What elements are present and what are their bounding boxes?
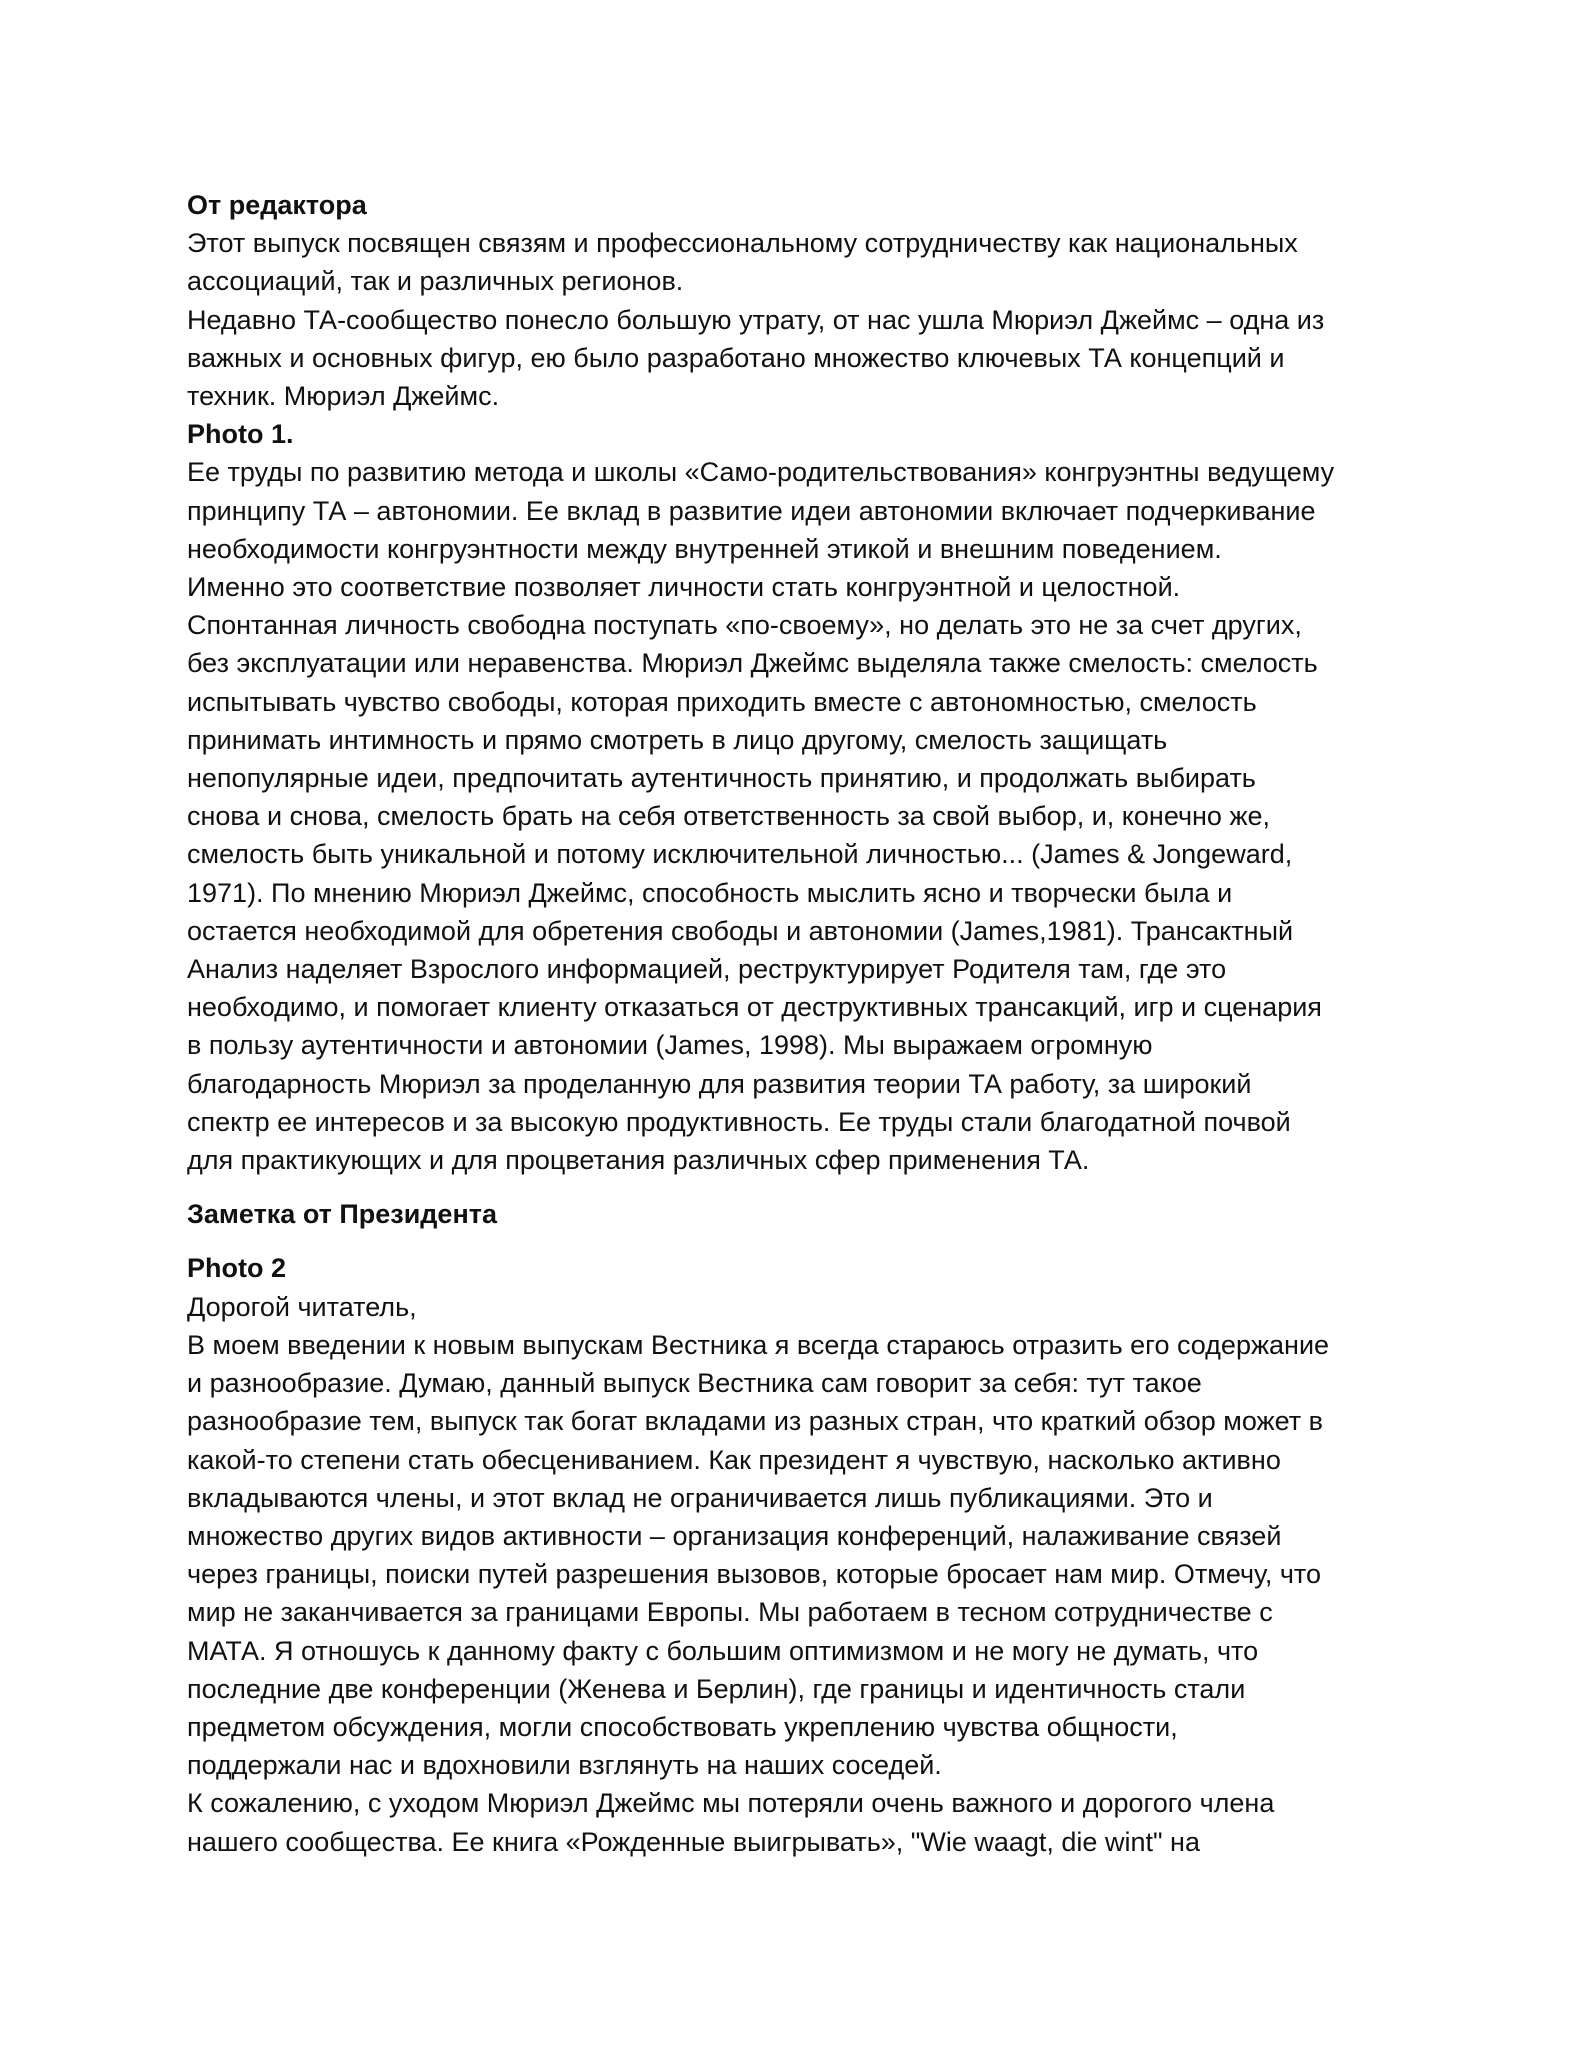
- text-line: 1971). По мнению Мюриэл Джеймс, способность мыслить ясно и творчески была и: [187, 877, 1233, 908]
- text-line: какой-то степени стать обесцениванием. Как президент я чувствую, насколько активно: [187, 1444, 1281, 1475]
- text-line: спектр ее интересов и за высокую продуктивность. Ее труды стали благодатной почвой: [187, 1106, 1291, 1137]
- photo-2-label: Photo 2: [187, 1253, 286, 1284]
- text-line: важных и основных фигур, ею было разработано множество ключевых ТА концепций и: [187, 342, 1285, 373]
- text-line: Спонтанная личность свободна поступать «по-своему», но делать это не за счет других,: [187, 610, 1302, 641]
- photo-1-label: Photo 1.: [187, 419, 294, 450]
- text-line: К сожалению, с уходом Мюриэл Джеймс мы потеряли очень важного и дорогого члена: [187, 1788, 1275, 1819]
- text-line: МАТА. Я отношусь к данному факту с большим оптимизмом и не могу не думать, что: [187, 1635, 1259, 1666]
- section-spacer: [187, 1179, 1427, 1195]
- text-line: через границы, поиски путей разрешения вызовов, которые бросает нам мир. Отмечу, что: [187, 1559, 1321, 1590]
- text-line: принимать интимность и прямо смотреть в лицо другому, смелость защищать: [187, 724, 1168, 755]
- text-line: испытывать чувство свободы, которая приходить вместе с автономностью, смелость: [187, 686, 1257, 717]
- text-line: Именно это соответствие позволяет личности стать конгруэнтной и целостной.: [187, 572, 1181, 603]
- editor-body: [187, 453, 1427, 1179]
- text-line: для практикующих и для процветания различных сфер применения ТА.: [187, 1145, 1090, 1176]
- text-line: последние две конференции (Женева и Берлин), где границы и идентичность стали: [187, 1673, 1246, 1704]
- text-line: снова и снова, смелость брать на себя ответственность за свой выбор, и, конечно же,: [187, 801, 1271, 832]
- text-line: Этот выпуск посвящен связям и профессиональному сотрудничеству как национальных: [187, 228, 1298, 259]
- text-line: в пользу аутентичности и автономии (James, 1998). Мы выражаем огромную: [187, 1030, 1153, 1061]
- text-line: Ее труды по развитию метода и школы «Само-родительствования» конгруэнтны ведущему: [187, 457, 1335, 488]
- text-line: смелость быть уникальной и потому исключительной личностью... (James & Jongeward,: [187, 839, 1293, 870]
- text-line: поддержали нас и вдохновили взглянуть на наших соседей.: [187, 1750, 942, 1781]
- president-heading: Заметка от Президента: [187, 1199, 497, 1230]
- text-line: Недавно ТА-сообщество понесло большую утрату, от нас ушла Мюриэл Джеймс – одна из: [187, 304, 1325, 335]
- text-line: принципу ТА – автономии. Ее вклад в развитие идеи автономии включает подчеркивание: [187, 495, 1316, 526]
- text-line: техник. Мюриэл Джеймс.: [187, 381, 500, 412]
- text-line: Анализ наделяет Взрослого информацией, реструктурирует Родителя там, где это: [187, 954, 1227, 985]
- text-line: мир не заканчивается за границами Европы. Мы работаем в тесном сотрудничестве с: [187, 1597, 1273, 1628]
- text-line: необходимости конгруэнтности между внутренней этикой и внешним поведением.: [187, 533, 1222, 564]
- text-line: нашего сообщества. Ее книга «Рожденные выигрывать», "Wie waagt, die wint" на: [187, 1826, 1200, 1857]
- text-line: ассоциаций, так и различных регионов.: [187, 266, 684, 297]
- president-body: [187, 1326, 1427, 1861]
- text-line: непопулярные идеи, предпочитать аутентичность принятию, и продолжать выбирать: [187, 763, 1256, 794]
- text-line: разнообразие тем, выпуск так богат вкладами из разных стран, что краткий обзор может в: [187, 1406, 1323, 1437]
- greeting: Дорогой читатель,: [187, 1291, 417, 1322]
- editor-intro: [187, 224, 1427, 415]
- text-line: множество других видов активности – организация конференций, налаживание связей: [187, 1520, 1282, 1551]
- text-line: благодарность Мюриэл за проделанную для развития теории ТА работу, за широкий: [187, 1068, 1252, 1099]
- text-line: без эксплуатации или неравенства. Мюриэл Джеймс выделяла также смелость: смелость: [187, 648, 1318, 679]
- heading-spacer: [187, 1233, 1427, 1249]
- editor-section: [187, 186, 1427, 1179]
- text-line: остается необходимой для обретения свободы и автономии (James,1981). Трансактный: [187, 915, 1294, 946]
- document-page: [187, 186, 1427, 1861]
- editor-heading: От редактора: [187, 190, 367, 220]
- text-line: предметом обсуждения, могли способствовать укреплению чувства общности,: [187, 1711, 1178, 1742]
- text-line: В моем введении к новым выпускам Вестника я всегда стараюсь отразить его содержание: [187, 1329, 1330, 1360]
- president-section: [187, 1195, 1427, 1860]
- text-line: вкладываются члены, и этот вклад не ограничивается лишь публикациями. Это и: [187, 1482, 1213, 1513]
- text-line: и разнообразие. Думаю, данный выпуск Вестника сам говорит за себя: тут такое: [187, 1368, 1202, 1399]
- text-line: необходимо, и помогает клиенту отказаться от деструктивных трансакций, игр и сценария: [187, 992, 1322, 1023]
